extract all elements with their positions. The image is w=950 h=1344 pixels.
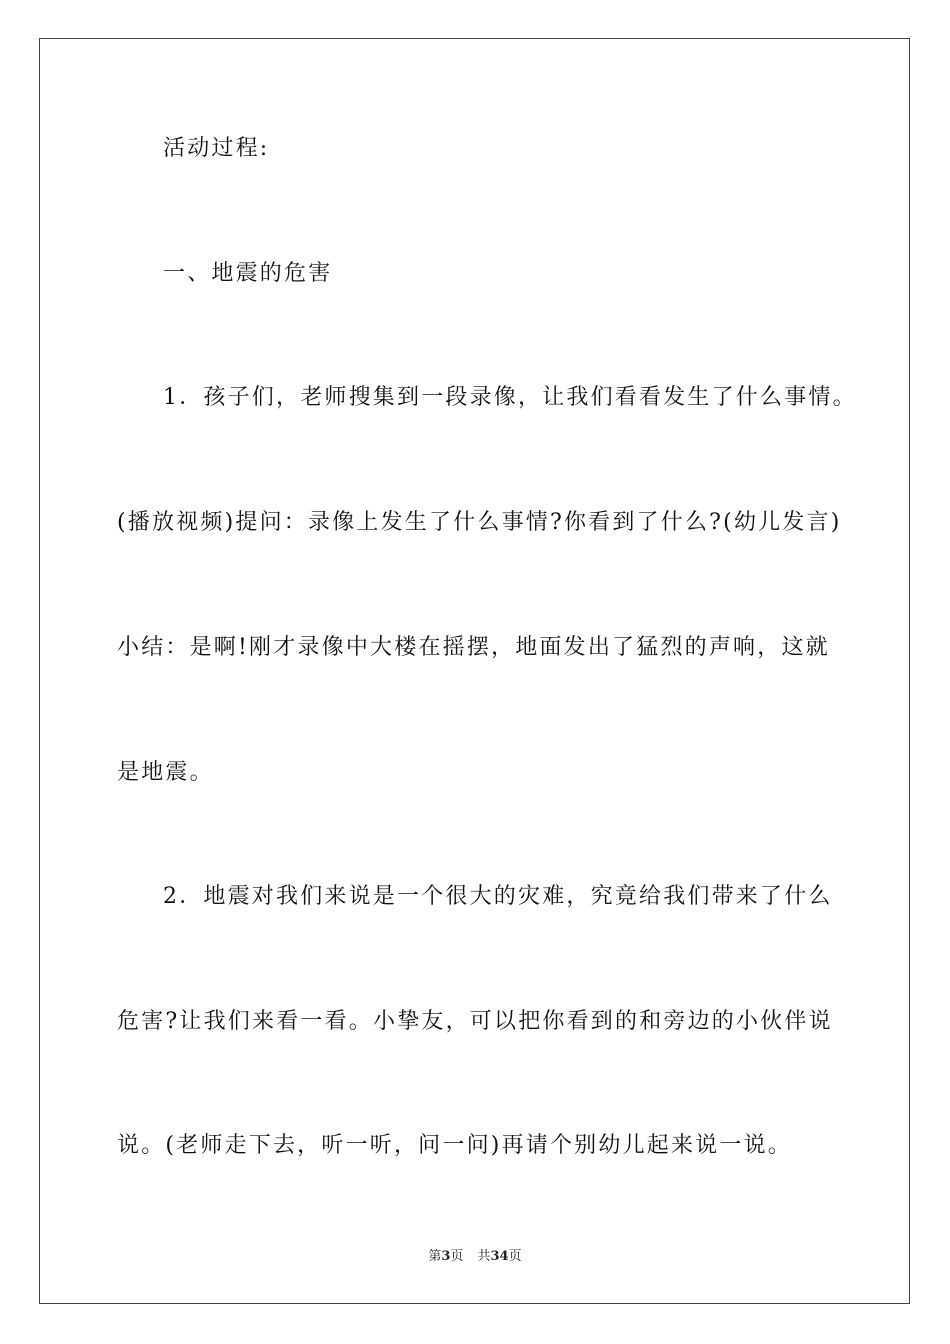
paragraph-line: 危害?让我们来看一看。小挚友，可以把你看到的和旁边的小伙伴说 — [117, 1009, 833, 1034]
footer-total-suffix: 页 — [508, 1249, 522, 1264]
page-border — [39, 38, 910, 1304]
section-heading-process: 活动过程: — [163, 136, 270, 161]
paragraph-line: 2．地震对我们来说是一个很大的灾难，究竟给我们带来了什么 — [163, 884, 833, 909]
page-footer — [0, 1248, 950, 1266]
footer-total-prefix: 共 — [477, 1249, 491, 1264]
footer-total-pages: 34 — [490, 1249, 509, 1264]
paragraph-line: 小结：是啊!刚才录像中大楼在摇摆，地面发出了猛烈的声响，这就 — [117, 635, 830, 660]
paragraph-line: 是地震。 — [117, 760, 214, 785]
footer-page-prefix: 第 — [428, 1249, 442, 1264]
footer-page-suffix: 页 — [450, 1249, 464, 1264]
footer-page-number: 3 — [441, 1249, 451, 1264]
paragraph-line: (播放视频)提问：录像上发生了什么事情?你看到了什么?(幼儿发言) — [117, 510, 842, 535]
paragraph-line: 说。(老师走下去，听一听，问一问)再请个别幼儿起来说一说。 — [117, 1133, 792, 1158]
paragraph-line: 1．孩子们，老师搜集到一段录像，让我们看看发生了什么事情。 — [163, 385, 857, 410]
section-heading-hazard: 一、地震的危害 — [163, 261, 333, 286]
